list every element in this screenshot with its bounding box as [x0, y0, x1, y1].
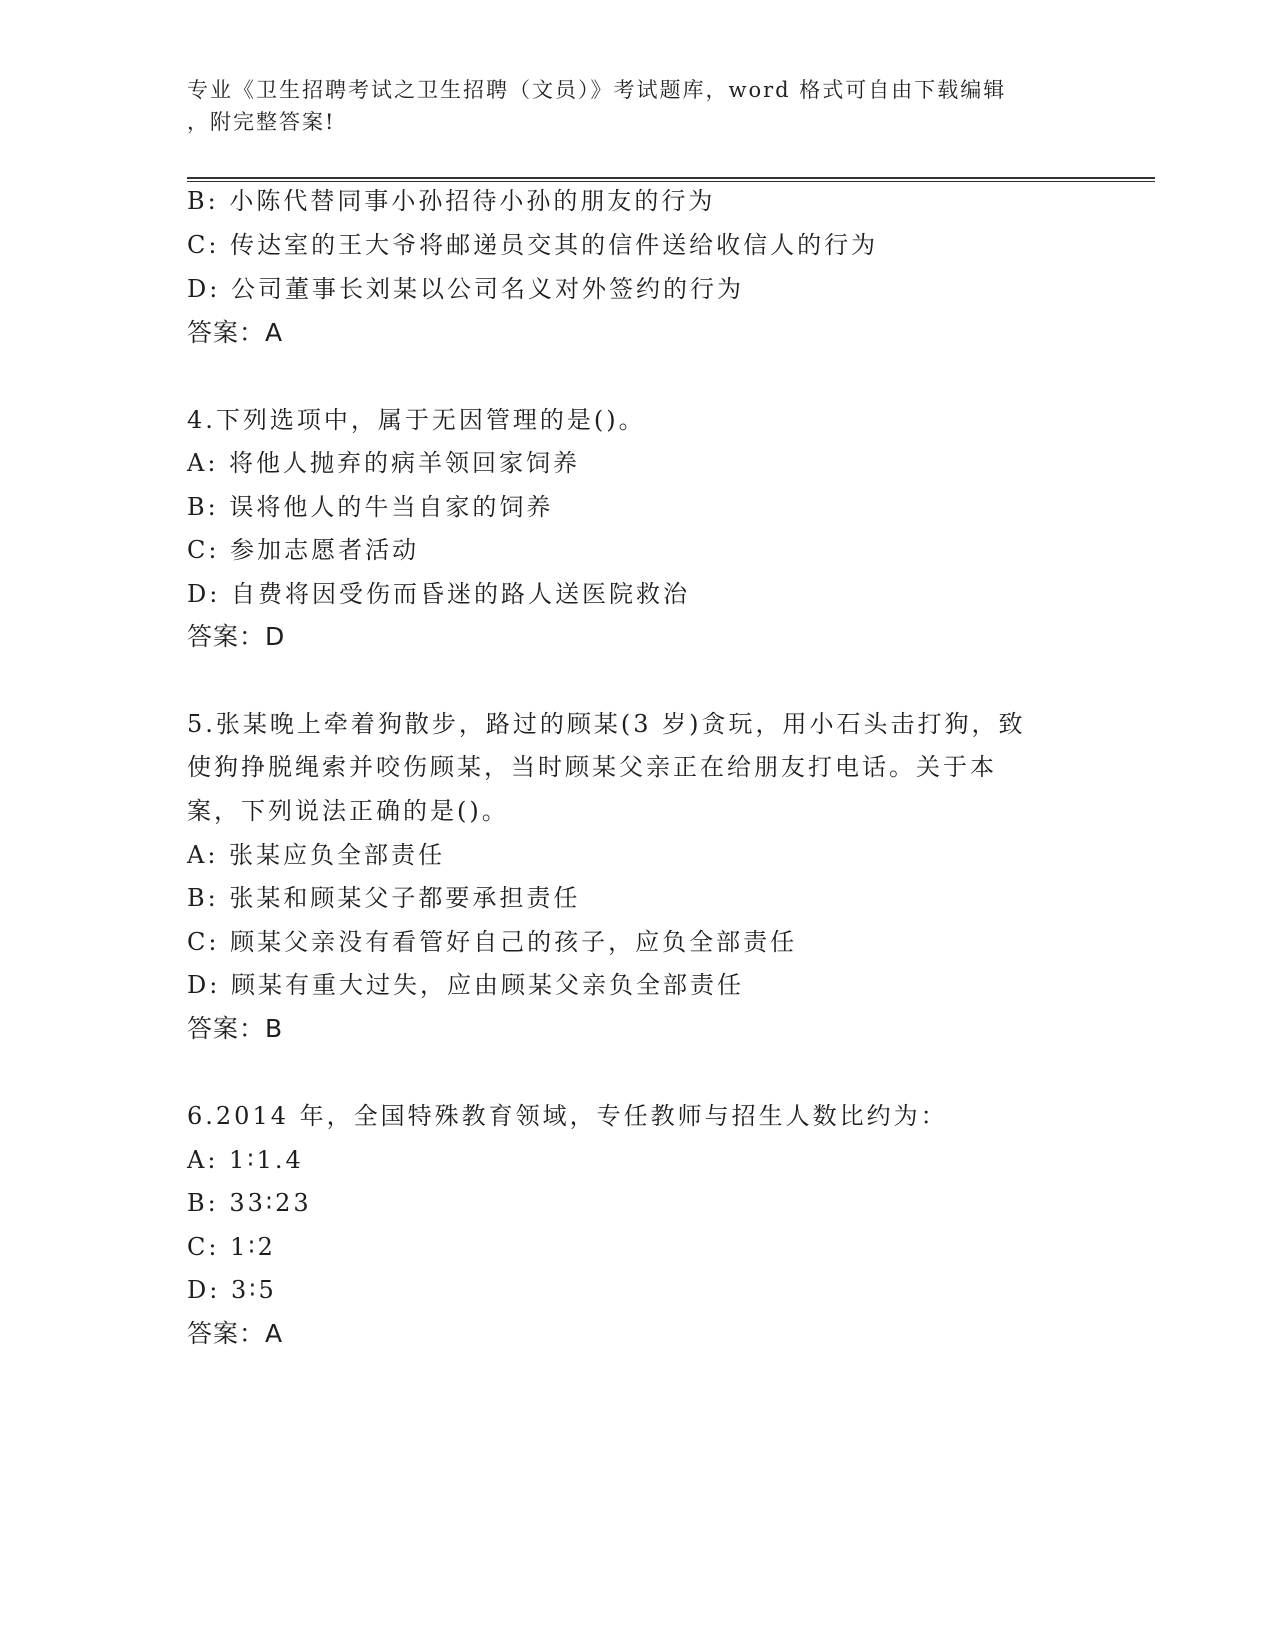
q3-answer: 答案：A — [187, 318, 284, 347]
q5-option-c: C: 顾某父亲没有看管好自己的孩子，应负全部责任 — [187, 928, 798, 956]
header-line-1: 专业《卫生招聘考试之卫生招聘（文员）》考试题库，word 格式可自由下载编辑 — [187, 78, 1007, 102]
q5-stem-line-2: 使狗挣脱绳索并咬伤顾某，当时顾某父亲正在给朋友打电话。关于本 — [187, 753, 997, 781]
q6-option-d: D: 3∶5 — [187, 1276, 277, 1304]
q4-option-c: C: 参加志愿者活动 — [187, 536, 420, 564]
q4-option-b: B: 误将他人的牛当自家的饲养 — [187, 493, 554, 521]
q4-answer: 答案：D — [187, 622, 286, 651]
q5-option-d: D: 顾某有重大过失，应由顾某父亲负全部责任 — [187, 971, 744, 999]
q5-stem-line-3: 案，下列说法正确的是()。 — [187, 797, 509, 825]
q5-stem-line-1: 5.张某晚上牵着狗散步，路过的顾某(3 岁)贪玩，用小石头击打狗，致 — [187, 710, 1026, 738]
q6-option-b: B: 33∶23 — [187, 1189, 312, 1217]
q6-option-a: A: 1∶1.4 — [187, 1146, 304, 1174]
document-header — [187, 74, 1067, 138]
q6-stem: 6.2014 年，全国特殊教育领域，专任教师与招生人数比约为： — [187, 1102, 948, 1130]
q3-option-b: B: 小陈代替同事小孙招待小孙的朋友的行为 — [187, 187, 716, 215]
q6-option-c: C: 1∶2 — [187, 1233, 276, 1261]
q6-answer: 答案：A — [187, 1319, 284, 1348]
q5-option-b: B: 张某和顾某父子都要承担责任 — [187, 884, 581, 912]
q4-option-d: D: 自费将因受伤而昏迷的路人送医院救治 — [187, 580, 690, 608]
q5-answer: 答案：B — [187, 1014, 284, 1043]
header-divider — [187, 177, 1155, 182]
q4-option-a: A: 将他人抛弃的病羊领回家饲养 — [187, 449, 581, 477]
q3-option-d: D: 公司董事长刘某以公司名义对外签约的行为 — [187, 275, 744, 303]
header-line-2: ，附完整答案! — [187, 110, 336, 134]
q5-option-a: A: 张某应负全部责任 — [187, 841, 446, 869]
q3-option-c: C: 传达室的王大爷将邮递员交其的信件送给收信人的行为 — [187, 231, 879, 259]
q4-stem: 4.下列选项中，属于无因管理的是()。 — [187, 406, 646, 434]
